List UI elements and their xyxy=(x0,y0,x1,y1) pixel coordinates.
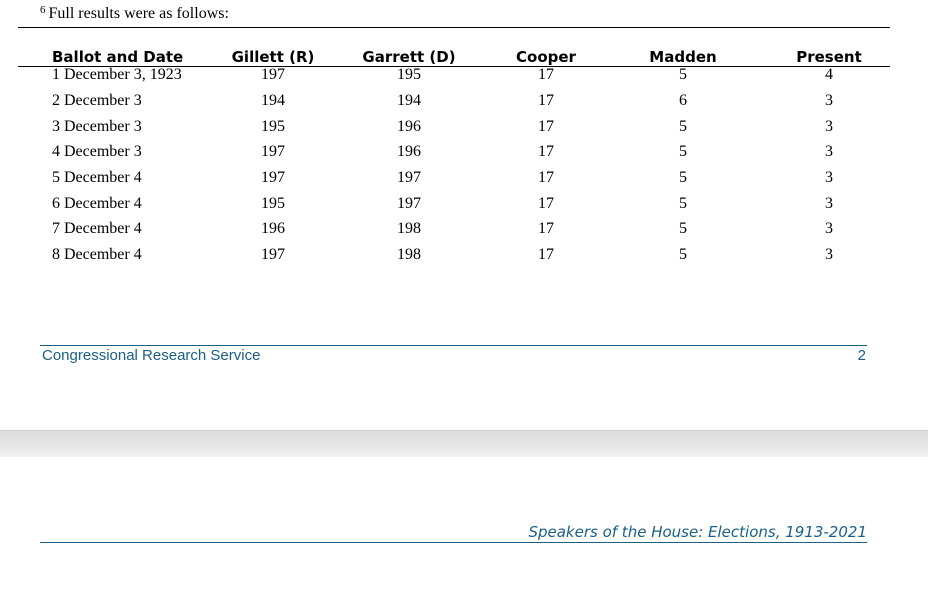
cell-cooper: 17 xyxy=(538,91,554,109)
cell-madden: 6 xyxy=(679,91,687,109)
header-gillett: Gillett (R) xyxy=(231,48,315,66)
cell-present: 3 xyxy=(825,91,833,109)
cell-gillett: 195 xyxy=(261,117,285,135)
header-garrett: Garrett (D) xyxy=(362,48,456,66)
cell-gillett: 197 xyxy=(261,245,285,263)
table-row xyxy=(18,165,890,191)
cell-garrett: 194 xyxy=(397,91,421,109)
cell-gillett: 194 xyxy=(261,91,285,109)
cell-gillett: 196 xyxy=(261,220,285,238)
cell-ballot-date: 7 December 4 xyxy=(52,220,142,238)
cell-ballot-date: 5 December 4 xyxy=(52,168,142,186)
cell-garrett: 196 xyxy=(397,143,421,161)
cell-madden: 5 xyxy=(679,245,687,263)
cell-madden: 5 xyxy=(679,168,687,186)
table-header-rule xyxy=(18,66,890,67)
cell-cooper: 17 xyxy=(538,245,554,263)
cell-gillett: 197 xyxy=(261,168,285,186)
cell-madden: 5 xyxy=(679,66,687,83)
cell-ballot-date: 3 December 3 xyxy=(52,117,142,135)
table-row xyxy=(18,216,890,242)
cell-present: 3 xyxy=(825,220,833,238)
footer-rule xyxy=(40,345,867,346)
cell-present: 3 xyxy=(825,117,833,135)
cell-garrett: 195 xyxy=(397,66,421,83)
table-row xyxy=(18,114,890,140)
cell-cooper: 17 xyxy=(538,220,554,238)
cell-gillett: 195 xyxy=(261,194,285,212)
footnote-marker: 6 xyxy=(40,4,46,16)
cell-garrett: 198 xyxy=(397,245,421,263)
footnote-text: Full results were as follows: xyxy=(48,5,229,22)
table-row xyxy=(18,191,890,217)
cell-ballot-date: 6 December 4 xyxy=(52,194,142,212)
table-row xyxy=(18,88,890,114)
cell-madden: 5 xyxy=(679,143,687,161)
page-number: 2 xyxy=(857,347,866,364)
cell-ballot-date: 8 December 4 xyxy=(52,245,142,263)
running-header-rule xyxy=(40,542,867,543)
cell-ballot-date: 4 December 3 xyxy=(52,143,142,161)
cell-cooper: 17 xyxy=(538,194,554,212)
cell-present: 3 xyxy=(825,168,833,186)
cell-garrett: 197 xyxy=(397,168,421,186)
cell-gillett: 197 xyxy=(261,66,285,83)
table-row xyxy=(18,242,890,268)
ballot-results-table xyxy=(18,44,890,268)
cell-present: 4 xyxy=(825,66,833,83)
header-ballot-and-date: Ballot and Date xyxy=(52,48,184,66)
page-separator xyxy=(0,430,928,457)
table-row xyxy=(18,139,890,165)
footer-publisher: Congressional Research Service xyxy=(42,347,261,364)
cell-madden: 5 xyxy=(679,220,687,238)
table-row xyxy=(18,66,890,88)
cell-present: 3 xyxy=(825,143,833,161)
header-present: Present xyxy=(796,48,862,66)
cell-garrett: 196 xyxy=(397,117,421,135)
cell-cooper: 17 xyxy=(538,117,554,135)
header-madden: Madden xyxy=(649,48,717,66)
cell-madden: 5 xyxy=(679,194,687,212)
table-top-rule xyxy=(18,27,890,28)
cell-cooper: 17 xyxy=(538,143,554,161)
cell-cooper: 17 xyxy=(538,66,554,83)
cell-ballot-date: 2 December 3 xyxy=(52,91,142,109)
cell-madden: 5 xyxy=(679,117,687,135)
cell-garrett: 198 xyxy=(397,220,421,238)
cell-garrett: 197 xyxy=(397,194,421,212)
cell-present: 3 xyxy=(825,245,833,263)
header-cooper: Cooper xyxy=(516,48,576,66)
cell-present: 3 xyxy=(825,194,833,212)
cell-gillett: 197 xyxy=(261,143,285,161)
cell-ballot-date: 1 December 3, 1923 xyxy=(52,66,182,83)
footnote xyxy=(40,4,229,23)
table-header-row xyxy=(18,44,890,66)
running-header-title: Speakers of the House: Elections, 1913-2021 xyxy=(528,523,867,541)
cell-cooper: 17 xyxy=(538,168,554,186)
